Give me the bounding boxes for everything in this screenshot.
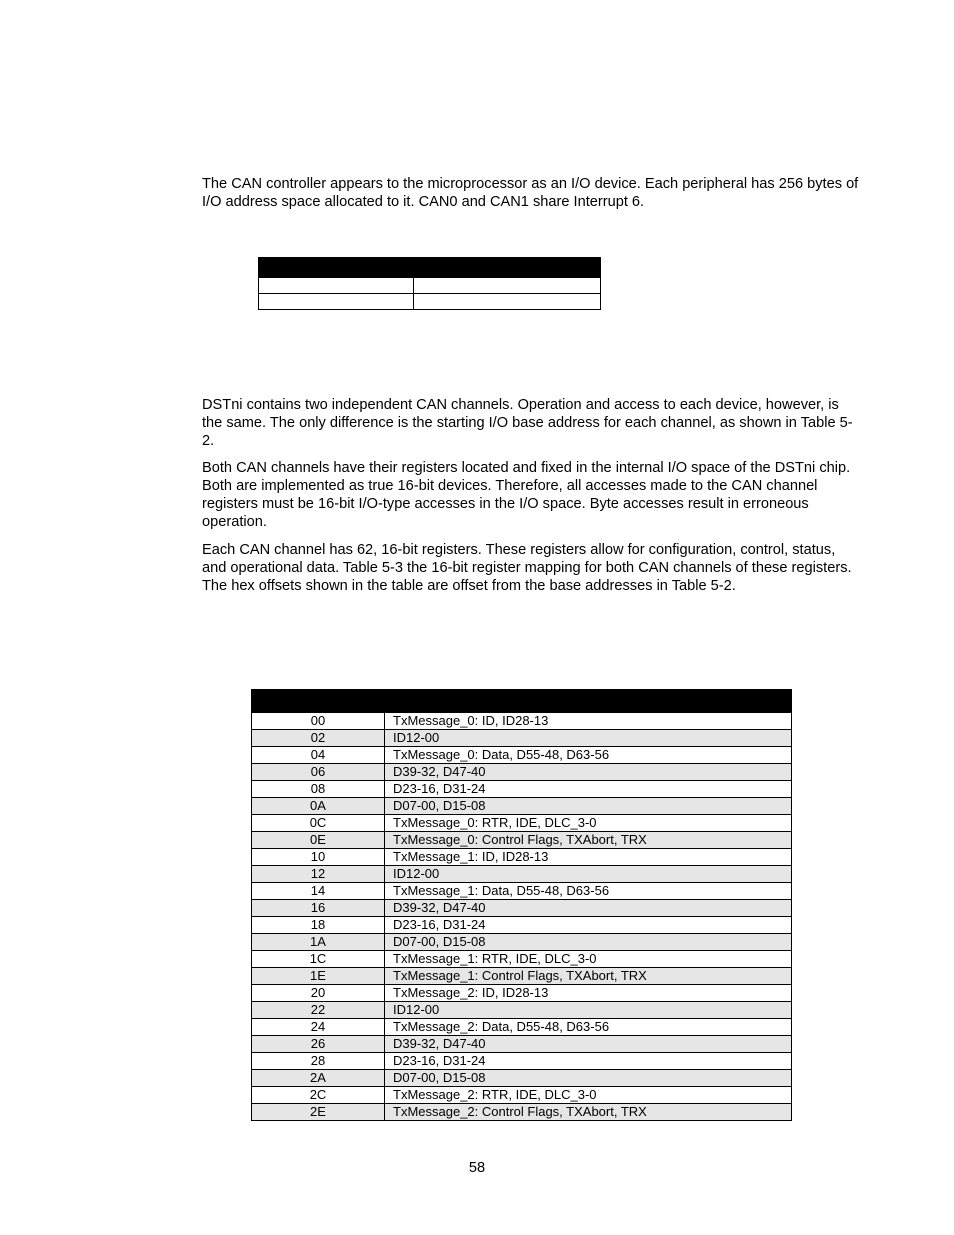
table-row bbox=[252, 798, 792, 815]
register-offset: 00 bbox=[252, 713, 385, 730]
register-map-table bbox=[251, 689, 792, 1121]
register-offset: 02 bbox=[252, 730, 385, 747]
register-offset: 06 bbox=[252, 764, 385, 781]
register-name: TxMessage_2: Control Flags, TXAbort, TRX bbox=[385, 1104, 792, 1121]
table-row bbox=[252, 866, 792, 883]
register-name: D39-32, D47-40 bbox=[385, 764, 792, 781]
table-row bbox=[252, 781, 792, 798]
register-name: TxMessage_0: RTR, IDE, DLC_3-0 bbox=[385, 815, 792, 832]
register-name: D39-32, D47-40 bbox=[385, 900, 792, 917]
table-row bbox=[252, 968, 792, 985]
register-offset: 1A bbox=[252, 934, 385, 951]
register-offset: 04 bbox=[252, 747, 385, 764]
table-row bbox=[252, 883, 792, 900]
register-name: D23-16, D31-24 bbox=[385, 781, 792, 798]
table-row bbox=[252, 713, 792, 730]
page-number: 58 bbox=[468, 1160, 486, 1176]
register-name: D39-32, D47-40 bbox=[385, 1036, 792, 1053]
base-address-table-header bbox=[259, 258, 601, 278]
register-offset: 0E bbox=[252, 832, 385, 849]
channels-paragraph: DSTni contains two independent CAN channels. Operation and access to each device, however, is the same. The only difference is the starting I/O base address for each channel, as shown in Table 5-2. bbox=[202, 397, 853, 449]
table-row bbox=[259, 278, 601, 294]
base-address-header-cell bbox=[414, 258, 601, 278]
table-row bbox=[252, 849, 792, 866]
table-row bbox=[252, 730, 792, 747]
table-row bbox=[252, 747, 792, 764]
register-name: TxMessage_2: Data, D55-48, D63-56 bbox=[385, 1019, 792, 1036]
register-name: TxMessage_1: Data, D55-48, D63-56 bbox=[385, 883, 792, 900]
base-address-table bbox=[258, 257, 601, 310]
register-offset: 08 bbox=[252, 781, 385, 798]
table-cell bbox=[414, 278, 601, 294]
register-offset: 26 bbox=[252, 1036, 385, 1053]
register-offset: 1C bbox=[252, 951, 385, 968]
register-offset: 1E bbox=[252, 968, 385, 985]
register-name: TxMessage_1: Control Flags, TXAbort, TRX bbox=[385, 968, 792, 985]
register-name: TxMessage_0: Control Flags, TXAbort, TRX bbox=[385, 832, 792, 849]
register-offset: 0A bbox=[252, 798, 385, 815]
register-offset: 28 bbox=[252, 1053, 385, 1070]
register-offset: 24 bbox=[252, 1019, 385, 1036]
table-row bbox=[252, 917, 792, 934]
offset-header-cell bbox=[252, 690, 385, 713]
register-map-body bbox=[252, 713, 792, 1121]
table-cell bbox=[259, 294, 414, 310]
register-name: TxMessage_0: ID, ID28-13 bbox=[385, 713, 792, 730]
register-offset: 0C bbox=[252, 815, 385, 832]
table-row bbox=[252, 900, 792, 917]
register-name: ID12-00 bbox=[385, 1002, 792, 1019]
table-row bbox=[252, 832, 792, 849]
register-name: TxMessage_2: RTR, IDE, DLC_3-0 bbox=[385, 1087, 792, 1104]
table-row bbox=[252, 1087, 792, 1104]
register-name: D23-16, D31-24 bbox=[385, 1053, 792, 1070]
register-name: TxMessage_1: RTR, IDE, DLC_3-0 bbox=[385, 951, 792, 968]
register-name: D07-00, D15-08 bbox=[385, 934, 792, 951]
register-offset: 2C bbox=[252, 1087, 385, 1104]
register-header-cell bbox=[385, 690, 792, 713]
table-row bbox=[252, 1104, 792, 1121]
registers-location-paragraph: Both CAN channels have their registers located and fixed in the internal I/O space of the DSTni chip. Both are implemented as true 16-bit devices. Therefore, all accesses made to the CAN channel registers must be 16-bit I/O-type accesses in the I/O space. Byte accesses result in erroneous operation. bbox=[202, 460, 851, 530]
base-address-header-cell bbox=[259, 258, 414, 278]
register-name: TxMessage_0: Data, D55-48, D63-56 bbox=[385, 747, 792, 764]
register-name: ID12-00 bbox=[385, 730, 792, 747]
register-offset: 2A bbox=[252, 1070, 385, 1087]
table-row bbox=[252, 1002, 792, 1019]
register-offset: 14 bbox=[252, 883, 385, 900]
register-offset: 20 bbox=[252, 985, 385, 1002]
register-offset: 16 bbox=[252, 900, 385, 917]
table-row bbox=[252, 985, 792, 1002]
table-row bbox=[259, 294, 601, 310]
register-name: ID12-00 bbox=[385, 866, 792, 883]
register-name: D07-00, D15-08 bbox=[385, 1070, 792, 1087]
register-mapping-paragraph: Each CAN channel has 62, 16-bit registers. These registers allow for configuration, control, status, and operational data. Table 5-3 the 16-bit register mapping for both CAN channels of these registers. The hex offsets shown in the table are offset from the base addresses in Table 5-2. bbox=[202, 542, 852, 594]
table-row bbox=[252, 951, 792, 968]
table-row bbox=[252, 1019, 792, 1036]
register-name: D23-16, D31-24 bbox=[385, 917, 792, 934]
table-row bbox=[252, 1036, 792, 1053]
register-name: TxMessage_1: ID, ID28-13 bbox=[385, 849, 792, 866]
table-cell bbox=[259, 278, 414, 294]
intro-paragraph: The CAN controller appears to the microprocessor as an I/O device. Each peripheral has 256 bytes of I/O address space allocated to it. CAN0 and CAN1 share Interrupt 6. bbox=[202, 176, 859, 210]
register-map-header bbox=[252, 690, 792, 713]
table-row bbox=[252, 1053, 792, 1070]
register-name: D07-00, D15-08 bbox=[385, 798, 792, 815]
register-offset: 2E bbox=[252, 1104, 385, 1121]
register-offset: 18 bbox=[252, 917, 385, 934]
register-offset: 10 bbox=[252, 849, 385, 866]
register-offset: 12 bbox=[252, 866, 385, 883]
table-row bbox=[252, 815, 792, 832]
register-offset: 22 bbox=[252, 1002, 385, 1019]
table-row bbox=[252, 934, 792, 951]
register-name: TxMessage_2: ID, ID28-13 bbox=[385, 985, 792, 1002]
table-cell bbox=[414, 294, 601, 310]
table-row bbox=[252, 1070, 792, 1087]
table-row bbox=[252, 764, 792, 781]
